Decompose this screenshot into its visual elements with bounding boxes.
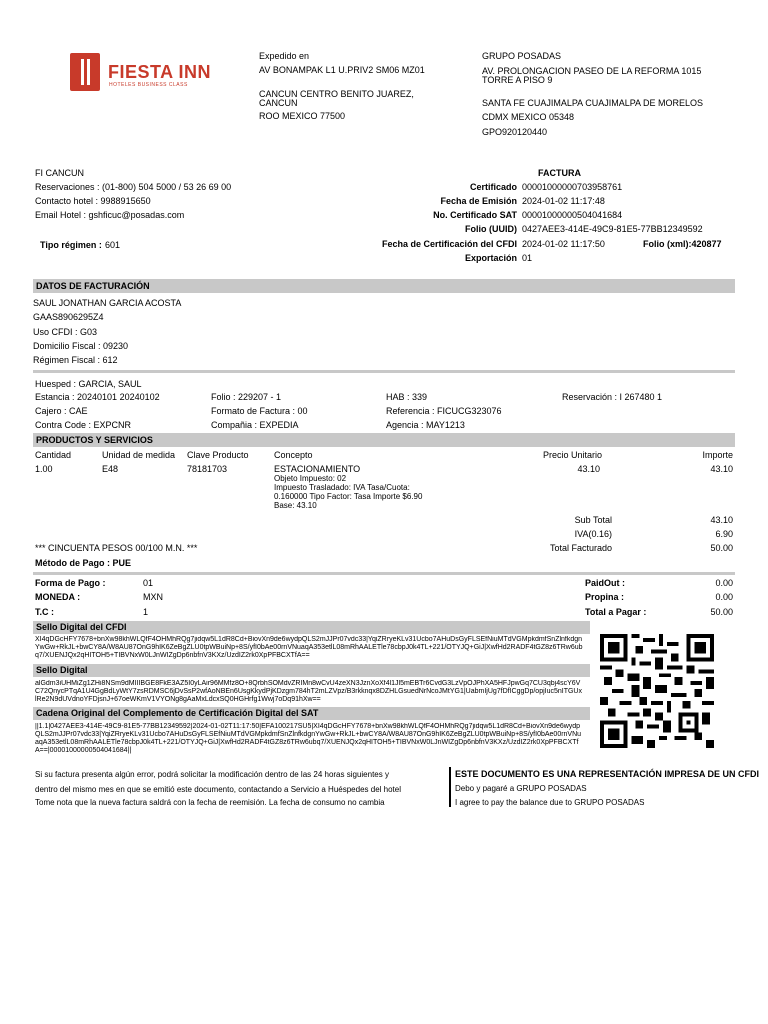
uso-cfdi: Uso CFDI : G03: [33, 327, 98, 337]
expedido-line1: AV BONAMPAK L1 U.PRIV2 SM06 MZ01: [259, 65, 425, 75]
sello-cfdi-header: Sello Digital del CFDI: [36, 622, 127, 632]
metodo-pago: Método de Pago : PUE: [35, 558, 132, 568]
moneda-value: MXN: [143, 592, 163, 602]
pagare-en: I agree to pay the balance due to GRUPO POSADAS: [455, 798, 645, 807]
habitacion: HAB : 339: [386, 392, 428, 402]
huesped: Huesped : GARCIA, SAUL: [35, 379, 142, 389]
exportacion-label: Exportación: [464, 253, 517, 263]
expedido-line2: CANCUN CENTRO BENITO JUAREZ,: [259, 89, 414, 99]
tipo-regimen-label: Tipo régimen :: [40, 240, 102, 250]
facturacion-header: DATOS DE FACTURACIÓN: [36, 281, 150, 291]
expedido-line3: CANCUN: [259, 98, 298, 108]
logo-subtitle: HOTELES BUSINESS CLASS: [109, 82, 188, 88]
forma-pago-value: 01: [143, 578, 154, 588]
col-cantidad: Cantidad: [35, 450, 72, 460]
col-clave: Clave Producto: [187, 450, 249, 460]
folio-uuid-label: Folio (UUID): [465, 224, 517, 234]
agencia: Agencia : MAY1213: [386, 420, 465, 430]
total-facturado-label: Total Facturado: [549, 543, 612, 553]
folio-xml: Folio (xml):420877: [643, 239, 722, 249]
total-en-letra: *** CINCUENTA PESOS 00/100 M.N. ***: [35, 543, 198, 553]
total-facturado-value: 50.00: [710, 543, 733, 553]
hotel-reservaciones: Reservaciones : (01-800) 504 5000 / 53 26 69 00: [35, 182, 232, 192]
subtotal-value: 43.10: [710, 515, 733, 525]
fecha-emision-label: Fecha de Emisión: [440, 196, 517, 206]
fecha-cert-label: Fecha de Certificación del CFDI: [381, 239, 517, 249]
cadena-text: ||1.1|0427AEE3-414E-49C9-81E5-77BB12349592|2024-01-02T11:17:50|EFA100217SU5|XI4qDGcHFY7678+bnXw98khWLQfF4OHMhRQg7jidqw5L1dR8Cd+BiovXn9de6wydpQLS2mJJPr07vdc33|YqiZRryeKLv31Ucbo7AHuDsGyFLSEfNiuMTdVGMpkdmfSnZlnfkdgnYwGw+RkJL+bwCY8A/W8AU87OnG9hIK6ZeBgZLU0tpWBuiNp+8S/yfI0bAe00rnVNuaqA353etlL08mRhAALETle78cbpJ0k4TL+221/OTYJQ+GiJ|XwfHd2RADF4tGZ8z6TRw6ubq7/XUENJQx2qHITOH5+TIBVNxW0LJnWIZgDp6nbfnV3KXz/UzdIZ2rk0XpPFBCXTfA==|00001000000504041684||: [35, 723, 582, 754]
propina-label: Propina :: [585, 592, 625, 602]
logo-name: FIESTA INN: [108, 62, 211, 82]
folio-uuid-value: 0427AEE3-414E-49C9-81E5-77BB12349592: [522, 224, 703, 234]
representacion-impresa: ESTE DOCUMENTO ES UNA REPRESENTACIÓN IMPRESA DE UN CFDI: [455, 769, 760, 779]
fecha-cert-value: 2024-01-02 11:17:50: [522, 239, 605, 249]
estancia-fechas: Estancia : 20240101 20240102: [35, 392, 160, 402]
exportacion-value: 01: [522, 253, 533, 263]
row-clave: 78181703: [187, 464, 228, 474]
nota-linea2: dentro del mismo mes en que se emitió este documento, contactando a Servicio a Huéspedes del hotel: [35, 785, 401, 794]
row-unidad: E48: [102, 464, 119, 474]
iva-label: IVA(0.16): [574, 529, 612, 539]
hotel-email: Email Hotel : gshficuc@posadas.com: [35, 210, 185, 220]
emisor-line1: AV. PROLONGACION PASEO DE LA REFORMA 1015: [482, 66, 702, 76]
propina-value: 0.00: [715, 592, 733, 602]
subtotal-label: Sub Total: [574, 515, 612, 525]
col-importe: Importe: [702, 450, 733, 460]
emisor-line3: SANTA FE CUAJIMALPA CUAJIMALPA DE MORELOS: [482, 98, 704, 108]
row-detalle1: Objeto Impuesto: 02: [274, 474, 347, 483]
cliente-nombre: SAUL JONATHAN GARCIA ACOSTA: [33, 298, 182, 308]
hotel-name: FI CANCUN: [35, 168, 84, 178]
sello-digital-bar: [33, 664, 590, 677]
paidout-label: PaidOut :: [585, 578, 625, 588]
row-detalle4: Base: 43.10: [274, 501, 317, 510]
row-concepto: ESTACIONAMIENTO: [274, 464, 361, 474]
hotel-contacto: Contacto hotel : 9988915650: [35, 196, 151, 206]
fiesta-inn-logo-mark: [70, 53, 100, 91]
cliente-rfc: GAAS8906295Z4: [33, 312, 104, 322]
no-cert-sat-value: 00001000000504041684: [522, 210, 623, 220]
divider: [33, 370, 735, 373]
row-precio: 43.10: [577, 464, 600, 474]
row-detalle2: Impuesto Trasladado: IVA Tasa/Cuota:: [274, 483, 410, 492]
col-unidad: Unidad de medida: [102, 450, 176, 460]
reservacion: Reservación : I 267480 1: [562, 392, 663, 402]
iva-value: 6.90: [715, 529, 733, 539]
compania: Compañia : EXPEDIA: [211, 420, 299, 430]
col-precio: Precio Unitario: [543, 450, 603, 460]
sello-cfdi-text: XI4qDGcHFY7678+bnXw98khWLQfF4OHMhRQg7jidqw5L1dR8Cd+BiovXn9de6wydpQLS2mJJPr07vdc33|YqiZRryeKLv31Ucbo7AHuDsGyFLSEfNiuMTdVGMpkdmfSnZlnfkdgnYwGw+RkJL+bwCY8A/W8AU87OnG9hIK6ZeBgZLU0tpWBuiNp+8S/yfI0bAe00rnVNuaqA353etlL08mRhAALETle78cbpJ0k4TL+221/OTYJQ+GiJ|XwfHd2RADF4tGZ8z6TRw6ubq7/XUENJQx2qHITOH5+TIBVNxW0LJnWIZgDp6nbfnV3KXz/UzdIZ2rk0XpPFBCXTfA==: [35, 636, 583, 659]
tipo-regimen-value: 601: [105, 240, 121, 250]
referencia: Referencia : FICUCG323076: [386, 406, 502, 416]
expedido-label: Expedido en: [259, 51, 310, 61]
formato-factura: Formato de Factura : 00: [211, 406, 308, 416]
folio: Folio : 229207 - 1: [211, 392, 282, 402]
regimen-fiscal: Régimen Fiscal : 612: [33, 355, 118, 365]
qr-code-icon: [600, 633, 714, 749]
sello-digital-text: alGdm3iUHMiZg1ZHi8NSm9dMIIIBGE8FkE3AZ5I0yLAir96MMfz8O+8QrbhSOMdvZRIMn8wCvU4zeXN3JznXoXf4l1Jl5mEBTr6CvdG3LzVpOJPhXA5HFJpwGq7CU3qbj4scY6VC72QnycPTqA1U4GgBdLyWtY7zsRDMSC6jDvSsP2wfAoNBEn6UsgKkydPjKDzgm784hT2mLZVpz/B3rkknqx8DZHLGsuedNrNcoJMtYG1|UabmIjUg7fDfICggDp/opjIuc5nITGUxlRe2N9dUVdnoYFDjsnJ+67oeWKmV1VYONg8gAaMxLdcxSQ0HGHrfg1Wwj7oDq91hXw==: [35, 680, 582, 703]
row-importe: 43.10: [710, 464, 733, 474]
emisor-name: GRUPO POSADAS: [482, 51, 562, 61]
productos-header: PRODUCTOS Y SERVICIOS: [36, 435, 153, 445]
sello-digital-header: Sello Digital: [36, 665, 88, 675]
total-pagar-value: 50.00: [710, 607, 733, 617]
contra-code: Contra Code : EXPCNR: [35, 420, 132, 430]
moneda-label: MONEDA :: [35, 592, 81, 602]
no-cert-sat-label: No. Certificado SAT: [433, 210, 517, 220]
row-cantidad: 1.00: [35, 464, 53, 474]
tc-value: 1: [143, 607, 149, 617]
domicilio-fiscal: Domicilio Fiscal : 09230: [33, 341, 129, 351]
factura-title: FACTURA: [538, 168, 581, 178]
expedido-line4: ROO MEXICO 77500: [259, 111, 346, 121]
nota-linea1: Si su factura presenta algún error, podrá solicitar la modificación dentro de las 24 horas siguientes y: [35, 770, 389, 779]
certificado-label: Certificado: [469, 182, 517, 192]
forma-pago-label: Forma de Pago :: [35, 578, 106, 588]
certificado-value: 00001000000703958761: [522, 182, 623, 192]
footer-divider: [449, 767, 451, 807]
row-detalle3: 0.160000 Tipo Factor: Tasa Importe $6.90: [274, 492, 423, 501]
emisor-rfc: GPO920120440: [482, 127, 548, 137]
total-pagar-label: Total a Pagar :: [585, 607, 647, 617]
emisor-line4: CDMX MEXICO 05348: [482, 112, 575, 122]
cadena-header: Cadena Original del Complemento de Certificación Digital del SAT: [36, 708, 319, 718]
divider: [33, 572, 735, 575]
tc-label: T.C :: [35, 607, 54, 617]
fecha-emision-value: 2024-01-02 11:17:48: [522, 196, 605, 206]
nota-linea3: Tome nota que la nueva factura saldrá con la fecha de reemisión. La fecha de consumo no cambia: [35, 798, 385, 807]
col-concepto: Concepto: [274, 450, 313, 460]
pagare-es: Debo y pagaré a GRUPO POSADAS: [455, 784, 587, 793]
paidout-value: 0.00: [715, 578, 733, 588]
cajero: Cajero : CAE: [35, 406, 88, 416]
emisor-line2: TORRE A PISO 9: [482, 75, 553, 85]
